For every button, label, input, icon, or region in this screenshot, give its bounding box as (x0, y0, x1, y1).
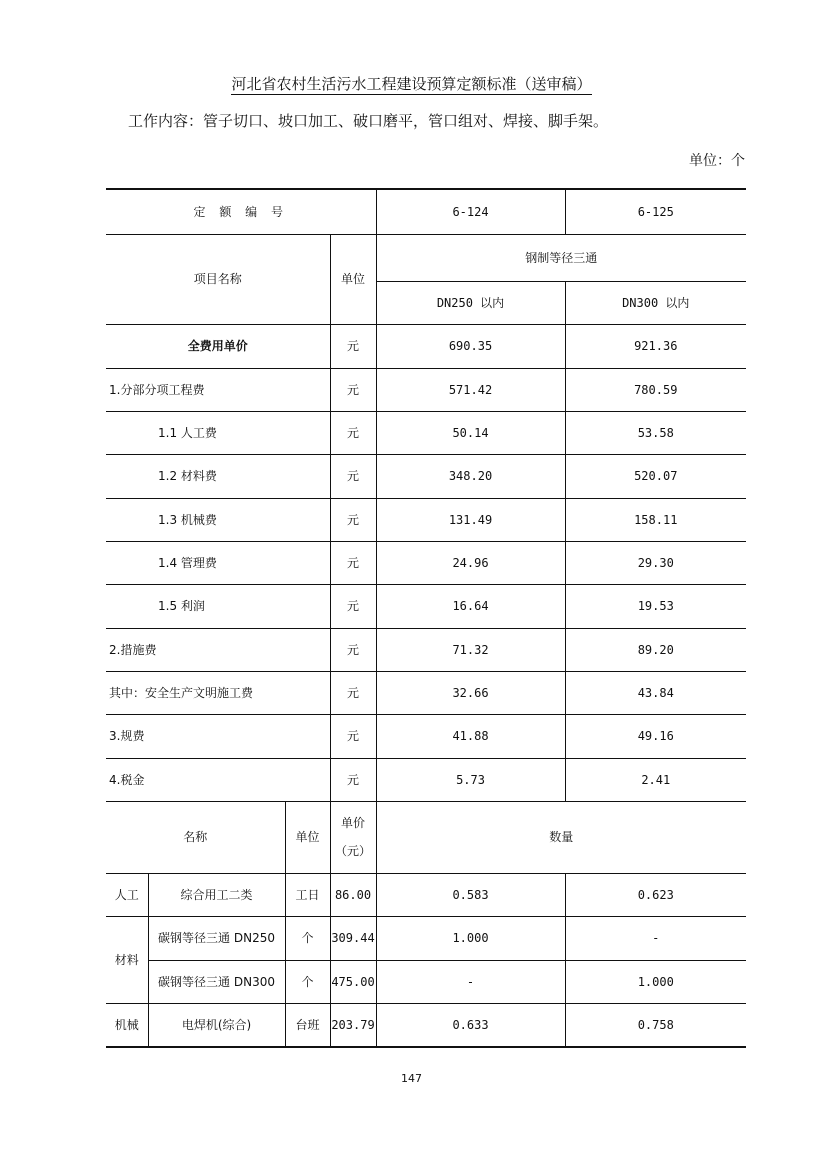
resource-unit: 个 (285, 960, 330, 1003)
cost-name: 其中：安全生产文明施工费 (106, 671, 330, 714)
cost-value: 50.14 (376, 411, 565, 454)
resource-price: 203.79 (330, 1003, 376, 1047)
cost-value: 89.20 (565, 628, 746, 671)
resource-quantity: 1.000 (565, 960, 746, 1003)
resource-name: 电焊机(综合) (148, 1003, 285, 1047)
cost-unit: 元 (330, 584, 376, 628)
cost-row (106, 368, 746, 411)
spec-header: DN250 以内 (376, 281, 565, 324)
cost-value: 348.20 (376, 454, 565, 498)
resource-unit: 个 (285, 916, 330, 960)
cost-row (106, 758, 746, 801)
cost-name: 1.1 人工费 (106, 411, 330, 454)
quota-no-label: 定 额 编 号 (106, 189, 376, 234)
resource-price: 309.44 (330, 916, 376, 960)
price-header-line: （元） (335, 844, 372, 858)
cost-value: 49.16 (565, 714, 746, 758)
resource-quantity: 0.633 (376, 1003, 565, 1047)
resource-unit: 工日 (285, 873, 330, 916)
resource-header-row (106, 801, 746, 873)
cost-value: 16.64 (376, 584, 565, 628)
cost-unit: 元 (330, 541, 376, 584)
quota-code-row (106, 189, 746, 234)
group-header: 钢制等径三通 (376, 234, 746, 281)
quota-code: 6-125 (565, 189, 746, 234)
cost-value: 158.11 (565, 498, 746, 541)
cost-unit: 元 (330, 714, 376, 758)
resource-price: 86.00 (330, 873, 376, 916)
cost-name: 3.规费 (106, 714, 330, 758)
resource-price: 475.00 (330, 960, 376, 1003)
cost-row (106, 324, 746, 368)
resource-quantity: 0.583 (376, 873, 565, 916)
cost-unit: 元 (330, 671, 376, 714)
cost-name: 1.4 管理费 (106, 541, 330, 584)
cost-row (106, 541, 746, 584)
cost-value: 32.66 (376, 671, 565, 714)
cost-name: 1.3 机械费 (106, 498, 330, 541)
resource-price-header (330, 801, 376, 873)
resource-row (106, 873, 746, 916)
resource-category: 材料 (106, 916, 148, 1003)
cost-value: 131.49 (376, 498, 565, 541)
cost-row (106, 454, 746, 498)
cost-value: 921.36 (565, 324, 746, 368)
cost-unit: 元 (330, 368, 376, 411)
resource-row (106, 1003, 746, 1047)
cost-name: 1.分部分项工程费 (106, 368, 330, 411)
cost-unit: 元 (330, 454, 376, 498)
cost-unit: 元 (330, 411, 376, 454)
resource-category: 人工 (106, 873, 148, 916)
unit-note: 单位：个 (689, 153, 745, 169)
cost-value: 41.88 (376, 714, 565, 758)
quota-table (106, 188, 746, 1048)
cost-row (106, 584, 746, 628)
resource-name: 碳钢等径三通 DN300 (148, 960, 285, 1003)
cost-value: 43.84 (565, 671, 746, 714)
resource-name-header: 名称 (106, 801, 285, 873)
cost-name: 4.税金 (106, 758, 330, 801)
cost-value: 520.07 (565, 454, 746, 498)
cost-value: 71.32 (376, 628, 565, 671)
cost-unit: 元 (330, 628, 376, 671)
cost-value: 5.73 (376, 758, 565, 801)
resource-quantity: 0.758 (565, 1003, 746, 1047)
header-row (106, 234, 746, 281)
page-number: 147 (401, 1072, 422, 1085)
resource-quantity: 0.623 (565, 873, 746, 916)
cost-value: 2.41 (565, 758, 746, 801)
cost-name: 全费用单价 (106, 324, 330, 368)
resource-quantity: 1.000 (376, 916, 565, 960)
quota-code: 6-124 (376, 189, 565, 234)
cost-value: 690.35 (376, 324, 565, 368)
cost-name: 1.2 材料费 (106, 454, 330, 498)
resource-category: 机械 (106, 1003, 148, 1047)
item-name-header: 项目名称 (106, 234, 330, 324)
cost-row (106, 411, 746, 454)
cost-value: 24.96 (376, 541, 565, 584)
cost-unit: 元 (330, 758, 376, 801)
cost-row (106, 498, 746, 541)
price-header-line: 单价 (341, 816, 366, 830)
document-title: 河北省农村生活污水工程建设预算定额标准（送审稿） (231, 75, 592, 93)
cost-value: 780.59 (565, 368, 746, 411)
cost-unit: 元 (330, 324, 376, 368)
cost-row (106, 714, 746, 758)
resource-unit-header: 单位 (285, 801, 330, 873)
cost-value: 19.53 (565, 584, 746, 628)
cost-value: 29.30 (565, 541, 746, 584)
spec-header: DN300 以内 (565, 281, 746, 324)
work-content: 工作内容：管子切口、坡口加工、破口磨平，管口组对、焊接、脚手架。 (128, 112, 609, 130)
resource-row (106, 916, 746, 960)
cost-value: 571.42 (376, 368, 565, 411)
resource-unit: 台班 (285, 1003, 330, 1047)
cost-row (106, 628, 746, 671)
quantity-header: 数量 (376, 801, 746, 873)
cost-value: 53.58 (565, 411, 746, 454)
resource-quantity: - (376, 960, 565, 1003)
resource-name: 综合用工二类 (148, 873, 285, 916)
cost-unit: 元 (330, 498, 376, 541)
unit-header: 单位 (330, 234, 376, 324)
resource-row (106, 960, 746, 1003)
cost-row (106, 671, 746, 714)
resource-name: 碳钢等径三通 DN250 (148, 916, 285, 960)
cost-name: 1.5 利润 (106, 584, 330, 628)
resource-quantity: - (565, 916, 746, 960)
cost-name: 2.措施费 (106, 628, 330, 671)
